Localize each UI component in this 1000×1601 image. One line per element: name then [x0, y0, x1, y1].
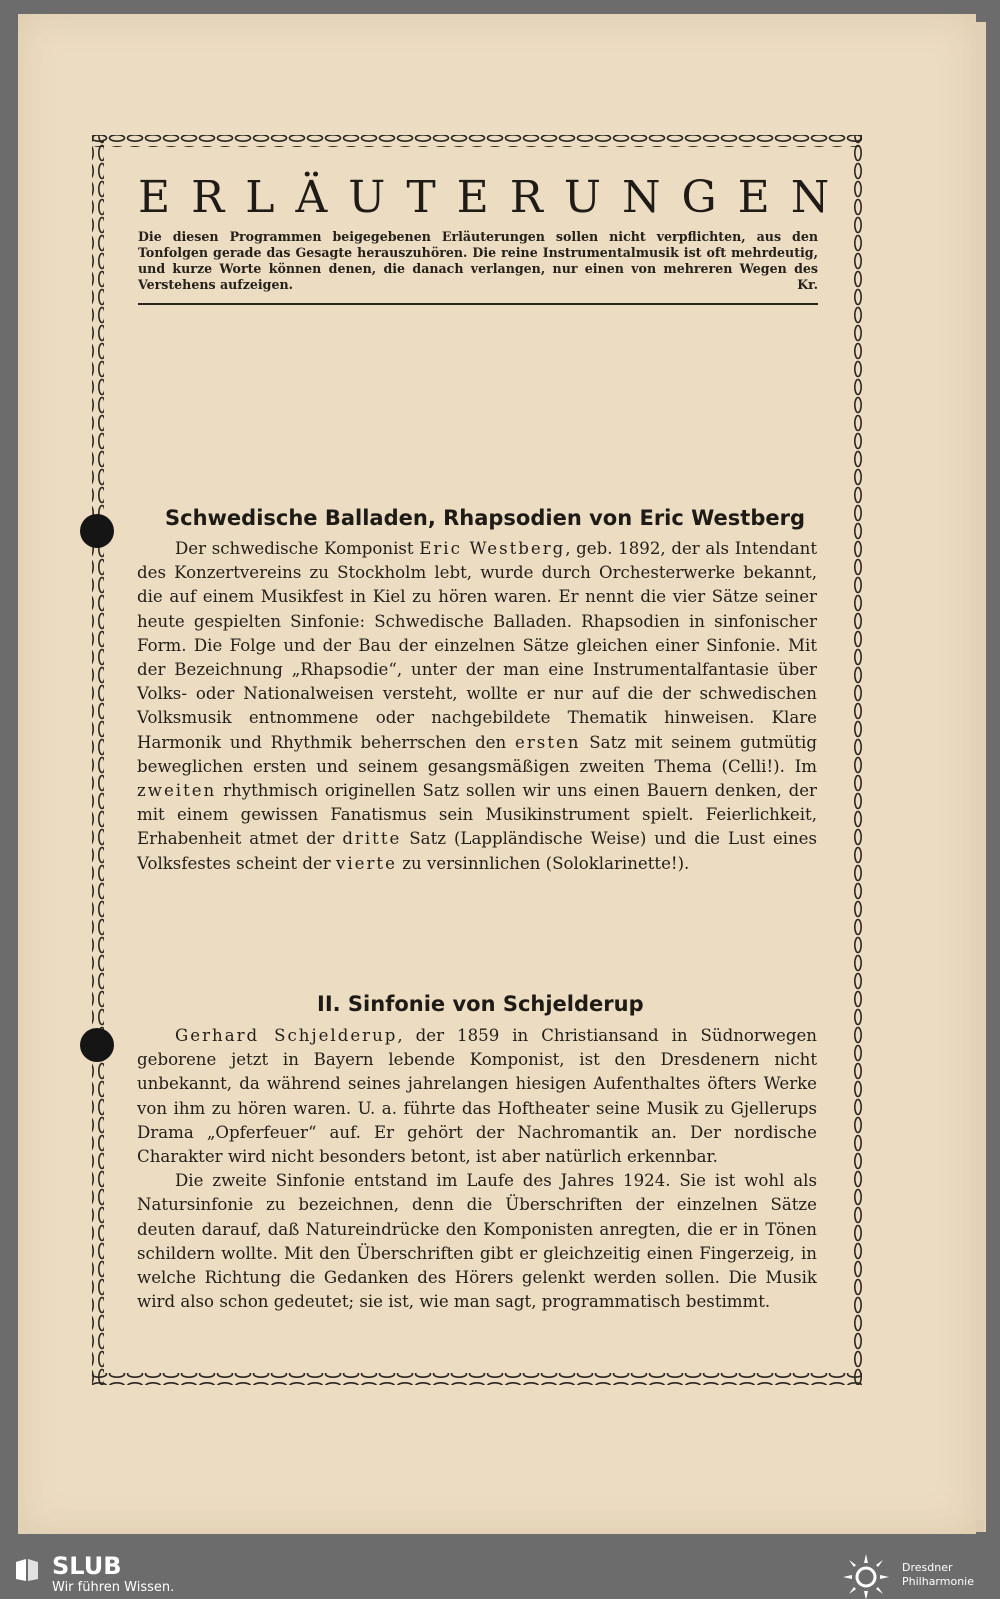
text-run: Satz mit seinem gutmütig beweglichen ersten und seinem gesangsmäßigen zweiten Thema (Celli!). Im	[137, 732, 817, 776]
composer-name: Eric Westberg	[419, 539, 566, 558]
header-rule	[138, 303, 818, 305]
border-left	[92, 135, 104, 1385]
paragraph	[137, 537, 817, 876]
text-run: , geb. 1892, der als Intendant des Konzertvereins zu Stockholm lebt, wurde durch Orchesterwerke bekannt, die auf einem Musikfest in Kiel zu hören waren. Er nennt die vier Sätze seiner heute gespielten Sinfonie: Schwedische Balladen. Rhapsodien in sinfonischer Form. Die Folge und der Bau der einzelnen Sätze gleichen einer Sinfonie. Mit der Bezeichnung „Rhapsodie“, unter der man eine Instrumentalfantasie über Volks- oder Nationalweisen versteht, wollte er nur auf die der schwedischen Volksmusik entnommene oder nachgebildete Thematik hinweisen. Klare Harmonik und Rhythmik beherrschen den	[137, 539, 817, 752]
partner-name	[902, 1561, 974, 1589]
philharmonie-sun-icon[interactable]	[842, 1553, 890, 1601]
section-body-westberg	[137, 537, 817, 876]
text-run: zu versinnlichen (Soloklarinette!).	[396, 853, 690, 873]
text-run: , der 1859 in Christiansand in Südnorwegen geborene jetzt in Bayern lebende Komponist, ist den Dresdenern nicht unbekannt, da während seines jahrelangen hiesigen Aufenthaltes öfters Werke von ihm zu hören waren. U. a. führte das Hoftheater seine Musik zu Gjellerups Drama „Opferfeuer“ auf. Er gehört der Nachromantik an. Der nordische Charakter wird nicht besonders betont, ist aber natürlich erkennbar.	[137, 1026, 817, 1167]
partner-name-line1: Dresdner	[902, 1561, 953, 1574]
emphasis: ersten	[515, 732, 581, 752]
intro-note	[138, 229, 818, 293]
footer-bar	[0, 1549, 1000, 1599]
emphasis: zweiten	[137, 781, 217, 801]
composer-name: Gerhard Schjelderup	[175, 1026, 398, 1045]
emphasis: dritte	[342, 829, 402, 849]
text-run: Der schwedische Komponist	[175, 539, 420, 558]
punch-hole-upper	[80, 514, 114, 548]
section-title-schjelderup: II. Sinfonie von Schjelderup	[317, 992, 644, 1016]
punch-hole-lower	[80, 1028, 114, 1062]
paragraph: Die zweite Sinfonie entstand im Laufe des Jahres 1924. Sie ist wohl als Natursinfonie zu bezeichnen, denn die Überschriften der einzelnen Sätze deuten darauf, daß Natureindrücke den Komponisten anregten, die er in Tönen schildern wollte. Mit den Überschriften gibt er gleichzeitig einen Fingerzeig, in welche Richtung die Gedanken des Hörers gelenkt werden sollen. Die Musik wird also schon gedeutet; sie ist, wie man sagt, programmatisch bestimmt.	[137, 1171, 817, 1312]
border-right	[850, 135, 862, 1385]
text-run: rhythmisch originellen Satz sollen wir uns einen Bauern denken, der mit einem gewissen Fanatismus sein Musikinstrument spielt. Feierlichkeit, Erhabenheit atmet der	[137, 781, 817, 849]
emphasis: vierte	[336, 853, 397, 873]
text-run: Satz (Lappländische Weise) und die Lust eines Volksfestes scheint der	[137, 829, 817, 873]
paragraph	[137, 1024, 817, 1169]
page-title: ERLÄUTERUNGEN	[138, 172, 851, 223]
intro-signature: Kr.	[797, 277, 818, 292]
partner-name-line2: Philharmonie	[902, 1575, 974, 1588]
border-bottom	[92, 1373, 862, 1385]
slub-tagline: Wir führen Wissen.	[52, 1580, 175, 1595]
section-title-westberg: Schwedische Balladen, Rhapsodien von Eric Westberg	[165, 506, 805, 530]
intro-text: Die diesen Programmen beigegebenen Erläuterungen sollen nicht verpflichten, aus den Tonfolgen gerade das Gesagte herauszuhören. Die reine Instrumentalmusik ist oft mehrdeutig, und kurze Worte können denen, die danach verlangen, nur einen von mehreren Wegen des Verstehens aufzeigen.	[138, 229, 818, 292]
slub-name[interactable]: SLUB	[52, 1552, 122, 1580]
border-top	[92, 135, 862, 147]
section-body-schjelderup	[137, 1024, 817, 1314]
slub-book-icon[interactable]	[14, 1557, 40, 1583]
